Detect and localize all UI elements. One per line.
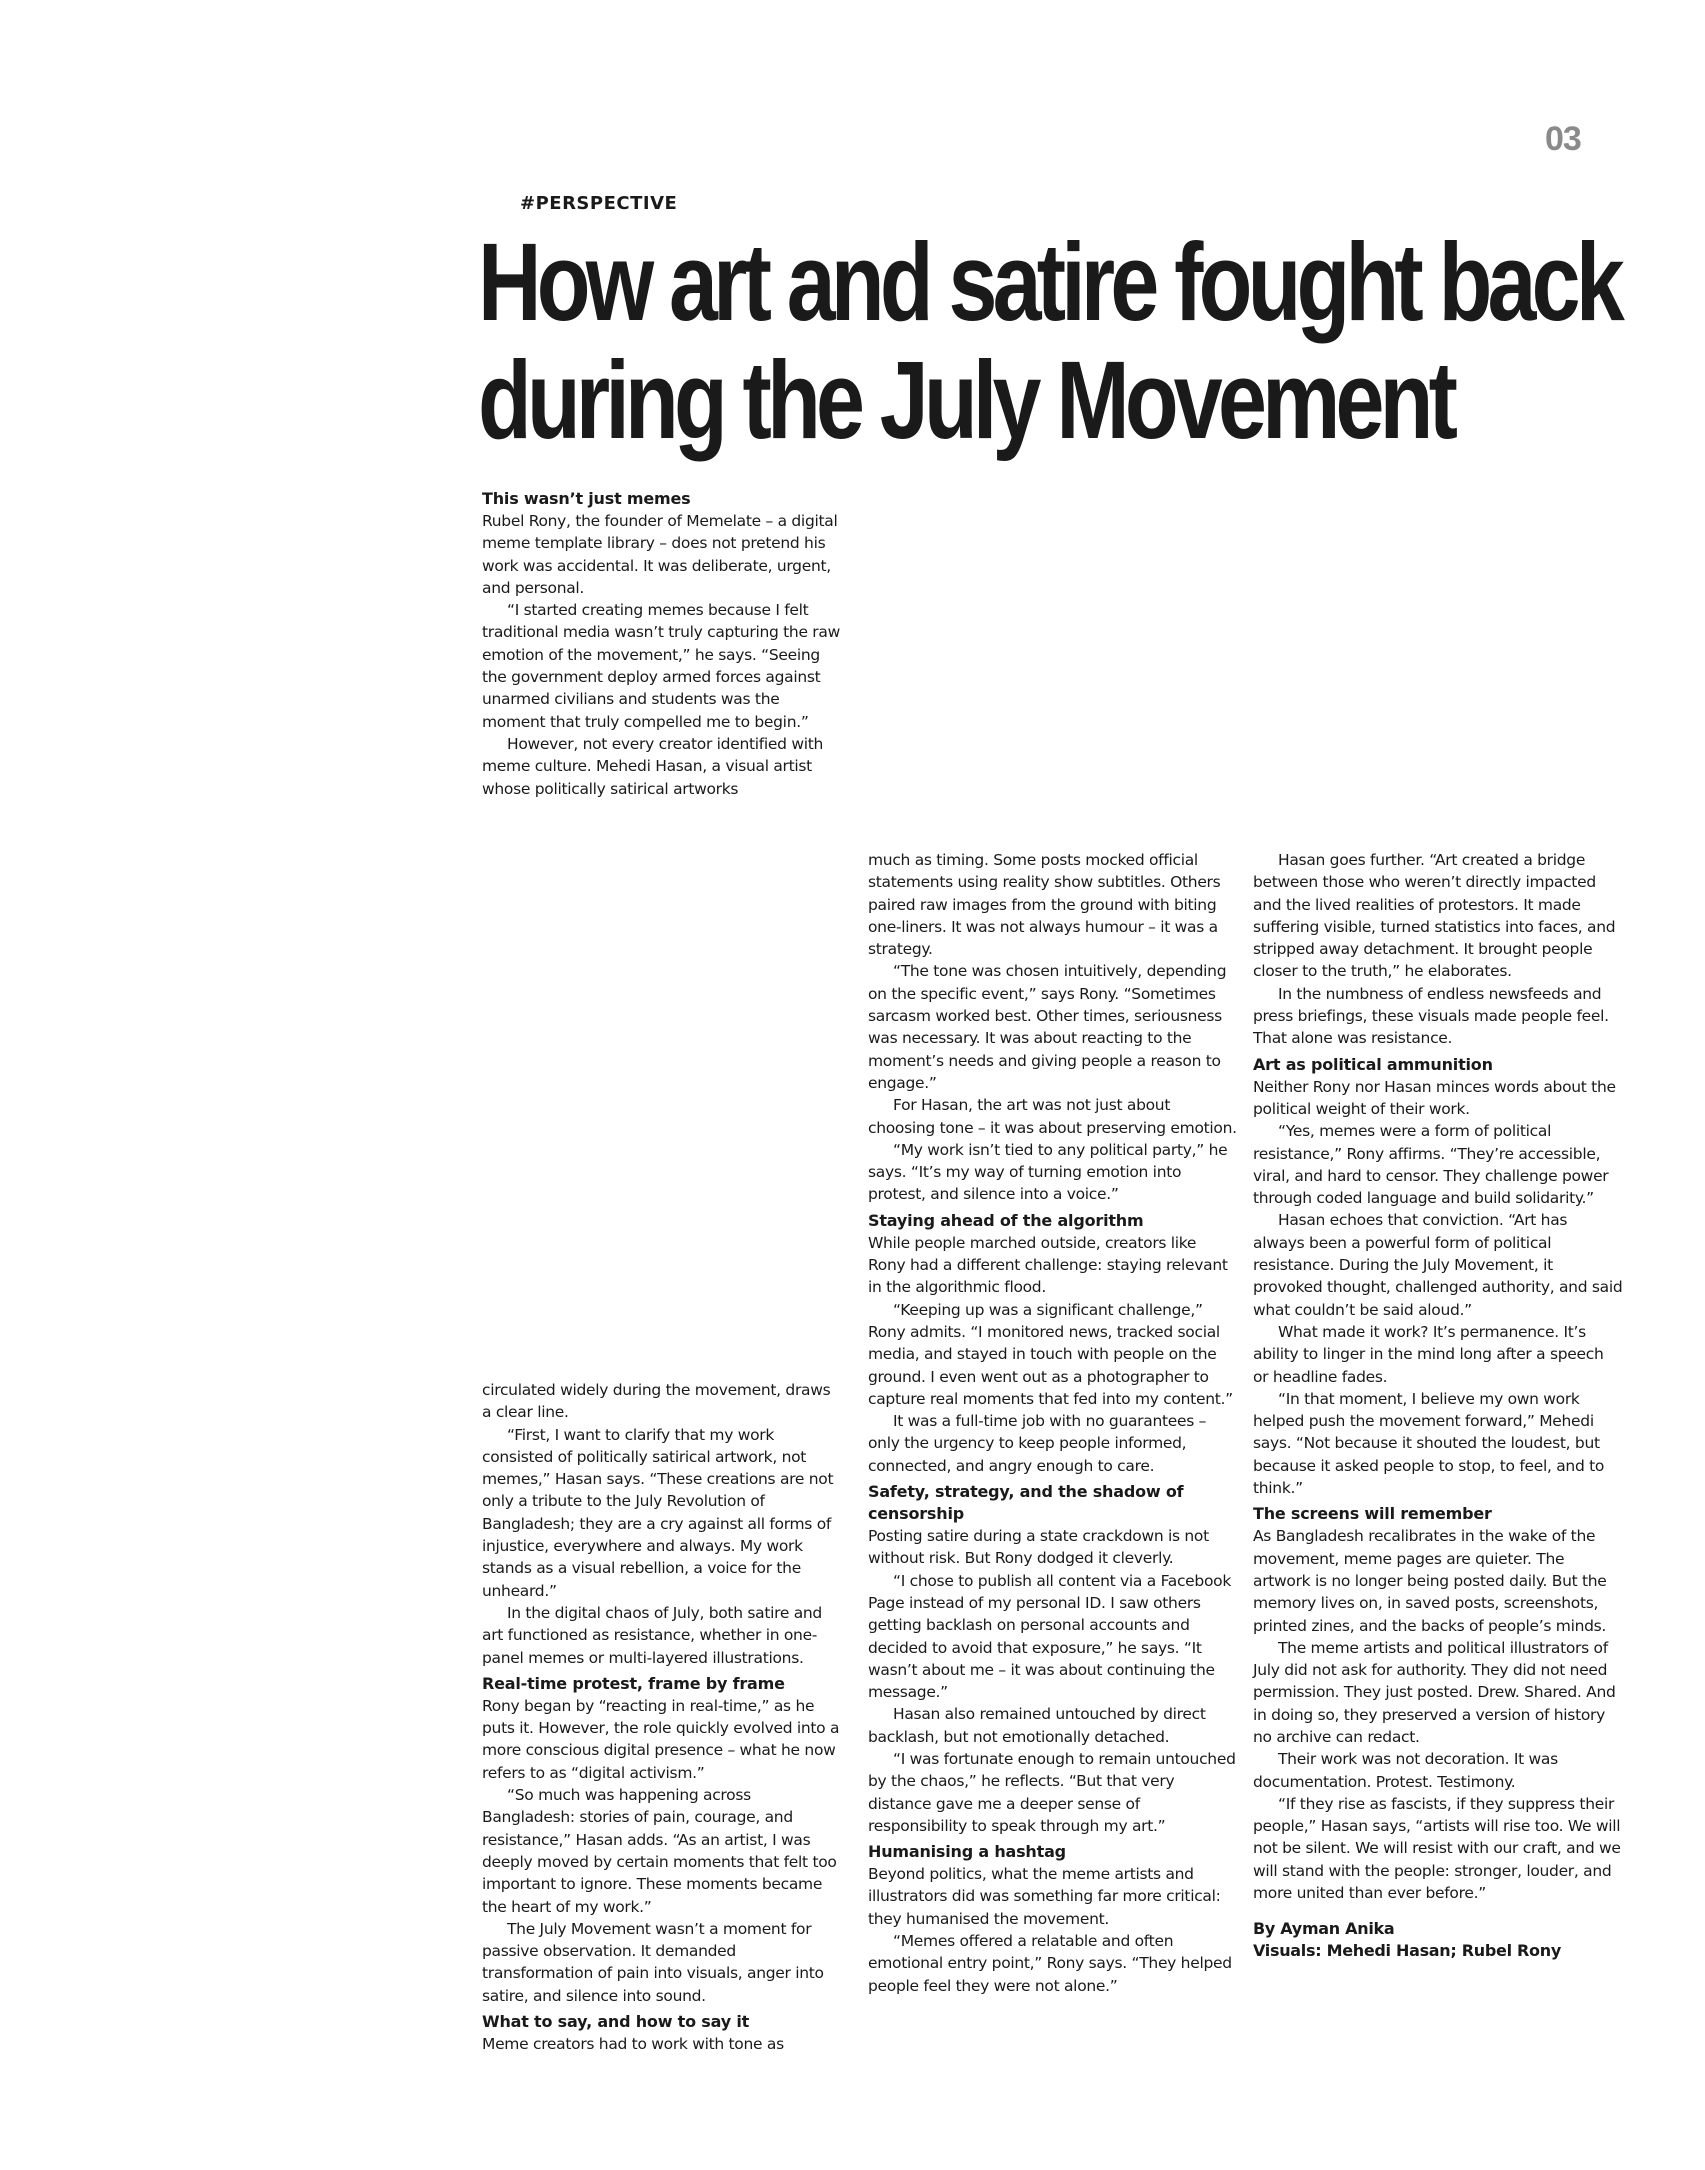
column-1-bottom	[482, 1379, 842, 2055]
paragraph: Rony began by “reacting in real-time,” as he puts it. However, the role quickly evolved into a more conscious digital presence – what he now refers to as “digital activism.”	[482, 1696, 840, 1782]
paragraph: It was a full-time job with no guarantees – only the urgency to keep people informed, connected, and angry enough to care.	[868, 1412, 1207, 1475]
paragraph: “The tone was chosen intuitively, depending on the specific event,” says Rony. “Sometimes sarcasm worked best. Other times, seriousness was necessary. It was about reacting to the moment’s needs and giving people a reason to engage.”	[868, 962, 1227, 1092]
paragraph: Rubel Rony, the founder of Memelate – a digital meme template library – does not pretend his work was accidental. It was deliberate, urgent, and personal.	[482, 512, 838, 597]
paragraph: What made it work? It’s permanence. It’s ability to linger in the mind long after a speech or headline fades.	[1253, 1322, 1604, 1386]
paragraph: “So much was happening across Bangladesh: stories of pain, courage, and resistance,” Hasan adds. “As an artist, I was deeply moved by certain moments that felt too important to ignore. These moments became the heart of my work.”	[482, 1786, 837, 1916]
paragraph: Their work was not decoration. It was documentation. Protest. Testimony.	[1253, 1750, 1558, 1791]
column-3	[1253, 849, 1623, 1962]
paragraph: “In that moment, I believe my own work helped push the movement forward,” Mehedi says. “Not because it shouted the loudest, but because it asked people to stop, to feel, and to think.”	[1253, 1389, 1605, 1498]
headline-line-1: How art and satire fought back	[478, 221, 1620, 344]
paragraph: “I started creating memes because I felt traditional media wasn’t truly capturing the raw emotion of the movement,” he says. “Seeing the government deploy armed forces against unarmed civilians and students was the moment that truly compelled me to begin.”	[482, 601, 840, 731]
paragraph: Beyond politics, what the meme artists and illustrators did was something far more critical: they humanised the movement.	[868, 1865, 1221, 1928]
paragraph: circulated widely during the movement, draws a clear line.	[482, 1381, 831, 1422]
subheading: What to say, and how to say it	[482, 2012, 750, 2032]
paragraph: In the numbness of endless newsfeeds and press briefings, these visuals made people feel. That alone was resistance.	[1253, 984, 1609, 1048]
paragraph: In the digital chaos of July, both satire and art functioned as resistance, whether in one-panel memes or multi-layered illustrations.	[482, 1603, 822, 1667]
subheading: The screens will remember	[1253, 1504, 1492, 1524]
subheading: This wasn’t just memes	[482, 489, 691, 508]
paragraph: Hasan echoes that conviction. “Art has always been a powerful form of political resistance. During the July Movement, it provoked thought, challenged authority, and said what couldn’t be said aloud.”	[1253, 1211, 1623, 1319]
headline-line-2: during the July Movement	[478, 339, 1454, 462]
paragraph: The July Movement wasn’t a moment for passive observation. It demanded transformation of pain into visuals, anger into satire, and silence into sound.	[482, 1919, 824, 2005]
paragraph: As Bangladesh recalibrates in the wake of the movement, meme pages are quieter. The artwork is no longer being posted daily. But the memory lives on, in saved posts, screenshots, printed zines, and the backs of people’s minds.	[1253, 1527, 1607, 1635]
headline	[478, 221, 1678, 462]
subheading: Safety, strategy, and the shadow of censorship	[868, 1482, 1184, 1524]
page-number: 03	[1545, 120, 1581, 158]
paragraph: While people marched outside, creators like Rony had a different challenge: staying relevant in the algorithmic flood.	[868, 1233, 1228, 1297]
paragraph: For Hasan, the art was not just about choosing tone – it was about preserving emotion.	[868, 1096, 1237, 1137]
subheading: Staying ahead of the algorithm	[868, 1210, 1144, 1230]
paragraph: “Keeping up was a significant challenge,” Rony admits. “I monitored news, tracked social media, and stayed in touch with people on the ground. I even went out as a photographer to capture real moments that fed into my content.”	[868, 1300, 1233, 1408]
paragraph: “If they rise as fascists, if they suppress their people,” Hasan says, “artists will rise too. We will not be silent. We will resist with our craft, and we will stand with the people: stronger, louder, and more united than ever before.”	[1253, 1794, 1621, 1903]
subheading: Real-time protest, frame by frame	[482, 1673, 785, 1693]
paragraph: “Yes, memes were a form of political resistance,” Rony affirms. “They’re accessible, viral, and hard to censor. They challenge power through coded language and build solidarity.”	[1253, 1122, 1609, 1208]
paragraph: Hasan goes further. “Art created a bridge between those who weren’t directly impacted and the lived realities of protestors. It made suffering visible, turned statistics into faces, and stripped away detachment. It brought people closer to the truth,” he elaborates.	[1253, 851, 1616, 981]
paragraph: “My work isn’t tied to any political party,” he says. “It’s my way of turning emotion into protest, and silence into a voice.”	[868, 1140, 1228, 1204]
column-1-top	[482, 488, 842, 800]
paragraph: The meme artists and political illustrators of July did not ask for authority. They did not need permission. They just posted. Drew. Shared. And in doing so, they preserved a version of history no archive can redact.	[1253, 1638, 1616, 1746]
paragraph: However, not every creator identified with meme culture. Mehedi Hasan, a visual artist whose politically satirical artworks	[482, 734, 824, 798]
paragraph: Neither Rony nor Hasan minces words about the political weight of their work.	[1253, 1077, 1616, 1118]
paragraph: “I chose to publish all content via a Facebook Page instead of my personal ID. I saw others getting backlash on personal accounts and decided to avoid that exposure,” he says. “It wasn’t about me – it was about continuing the message.”	[868, 1571, 1231, 1702]
paragraph: Hasan also remained untouched by direct backlash, but not emotionally detached.	[868, 1705, 1206, 1746]
byline-author: By Ayman Anika	[1253, 1919, 1395, 1939]
paragraph: “I was fortunate enough to remain untouched by the chaos,” he reflects. “But that very distance gave me a deeper sense of responsibility to speak through my art.”	[868, 1749, 1236, 1835]
paragraph: Meme creators had to work with tone as	[482, 2035, 784, 2054]
column-2	[868, 849, 1238, 1997]
byline	[1253, 1918, 1623, 1962]
section-kicker: #PERSPECTIVE	[520, 193, 678, 214]
paragraph: “Memes offered a relatable and often emotional entry point,” Rony says. “They helped people feel they were not alone.”	[868, 1932, 1232, 1995]
byline-visuals: Visuals: Mehedi Hasan; Rubel Rony	[1253, 1941, 1561, 1961]
subheading: Humanising a hashtag	[868, 1842, 1066, 1862]
paragraph: much as timing. Some posts mocked official statements using reality show subtitles. Others paired raw images from the ground with biting one-liners. It was not always humour – it was a strategy.	[868, 851, 1221, 959]
paragraph: “First, I want to clarify that my work consisted of politically satirical artwork, not memes,” Hasan says. “These creations are not only a tribute to the July Revolution of Bangladesh; they are a cry against all forms of injustice, everywhere and always. My work stands as a visual rebellion, a voice for the unheard.”	[482, 1425, 834, 1600]
paragraph: Posting satire during a state crackdown is not without risk. But Rony dodged it cleverly.	[868, 1527, 1209, 1568]
subheading: Art as political ammunition	[1253, 1054, 1493, 1074]
